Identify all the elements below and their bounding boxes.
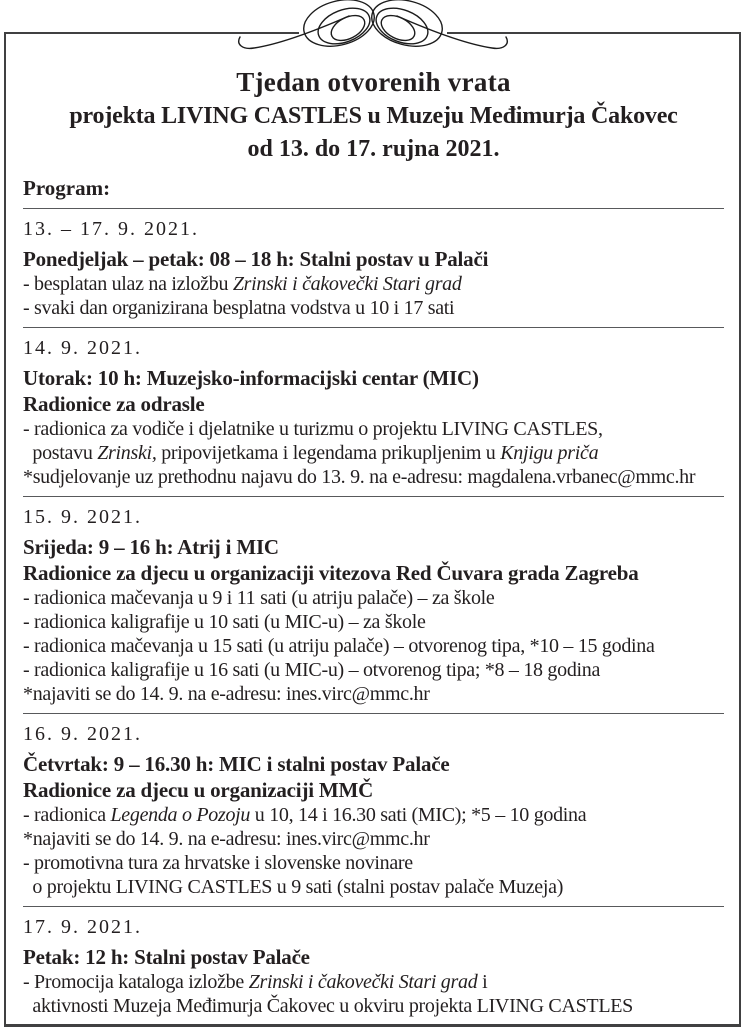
section-heading: Petak: 12 h: Stalni postav Palače	[23, 945, 310, 969]
plain-text: - Promocija kataloga izložbe	[23, 971, 249, 993]
plain-text: *najaviti se do 14. 9. na e-adresu: ines.virc@mmc.hr	[23, 828, 430, 850]
plain-text: - radionica mačevanja u 9 i 11 sati (u atriju palače) – za škole	[23, 587, 495, 609]
plain-text: postavu	[23, 442, 98, 464]
program-line	[23, 803, 724, 827]
section-divider	[23, 713, 724, 714]
section-date: 13. – 17. 9. 2021.	[23, 218, 199, 240]
section-date: 16. 9. 2021.	[23, 723, 142, 745]
page-date-range: od 13. do 17. rujna 2021.	[247, 136, 500, 162]
plain-text: - radionica mačevanja u 15 sati (u atriju palače) – otvorenog tipa, *10 – 15 godina	[23, 635, 655, 657]
program-sections	[23, 208, 724, 1018]
program-line	[23, 970, 724, 994]
section-heading: Radionice za djecu u organizaciji vitezova Red Čuvara grada Zagreba	[23, 561, 639, 585]
section-heading: Srijeda: 9 – 16 h: Atrij i MIC	[23, 535, 279, 559]
section-heading: Utorak: 10 h: Muzejsko-informacijski centar (MIC)	[23, 366, 479, 390]
plain-text: - radionica kaligrafije u 16 sati (u MIC-u) – otvorenog tipa; *8 – 18 godina	[23, 659, 601, 681]
section-divider	[23, 496, 724, 497]
section-date: 17. 9. 2021.	[23, 916, 142, 938]
program-section	[23, 906, 724, 1018]
plain-text: u 10, 14 i 16.30 sati (MIC); *5 – 10 godina	[250, 804, 587, 826]
program-line	[23, 827, 724, 851]
plain-text: o projektu LIVING CASTLES u 9 sati (stalni postav palače Muzeja)	[23, 876, 564, 898]
italic-text: Zrinski i čakovečki Stari grad	[248, 971, 478, 993]
program-line	[23, 417, 724, 441]
page-title: Tjedan otvorenih vrata	[236, 67, 511, 97]
section-date: 14. 9. 2021.	[23, 337, 142, 359]
plain-text: - besplatan ulaz na izložbu	[23, 273, 233, 295]
program-line	[23, 272, 724, 296]
plain-text: - radionica za vodiče i djelatnike u turizmu o projektu LIVING CASTLES,	[23, 418, 603, 440]
program-line	[23, 610, 724, 634]
plain-text: - promotivna tura za hrvatske i slovenske novinare	[23, 852, 413, 874]
plain-text: *najaviti se do 14. 9. na e-adresu: ines.virc@mmc.hr	[23, 683, 430, 705]
section-heading: Ponedjeljak – petak: 08 – 18 h: Stalni postav u Palači	[23, 247, 489, 271]
section-heading: Radionice za odrasle	[23, 392, 205, 416]
program-line	[23, 296, 724, 320]
program-line	[23, 682, 724, 706]
plain-text: - radionica kaligrafije u 10 sati (u MIC-u) – za škole	[23, 611, 426, 633]
program-section	[23, 496, 724, 706]
italic-text: Zrinski i čakovečki Stari grad	[232, 273, 462, 295]
program-section	[23, 208, 724, 320]
italic-text: Knjigu priča	[500, 442, 599, 464]
italic-text: Legenda o Pozoju	[110, 804, 251, 826]
program-line	[23, 994, 724, 1018]
plain-text: - svaki dan organizirana besplatna vodstva u 10 i 17 sati	[23, 297, 455, 319]
plain-text: - radionica	[23, 804, 111, 826]
section-divider	[23, 906, 724, 907]
plain-text: *sudjelovanje uz prethodnu najavu do 13. 9. na e-adresu: magdalena.vrbanec@mmc.hr	[23, 466, 696, 488]
section-heading: Radionice za djecu u organizaciji MMČ	[23, 778, 374, 802]
section-date: 15. 9. 2021.	[23, 506, 142, 528]
program-line	[23, 875, 724, 899]
plain-text: pripovijetkama i legendama prikupljenim u	[156, 442, 501, 464]
page-subtitle: projekta LIVING CASTLES u Muzeju Međimurja Čakovec	[69, 103, 678, 129]
section-heading: Četvrtak: 9 – 16.30 h: MIC i stalni postav Palače	[23, 752, 450, 776]
program-line	[23, 634, 724, 658]
plain-text: aktivnosti Muzeja Međimurja Čakovec u okviru projekta LIVING CASTLES	[23, 995, 633, 1017]
content-frame	[4, 32, 741, 1027]
program-line	[23, 465, 724, 489]
program-line	[23, 658, 724, 682]
program-section	[23, 327, 724, 489]
plain-text: i	[477, 971, 488, 993]
program-line	[23, 586, 724, 610]
program-section	[23, 713, 724, 899]
section-divider	[23, 208, 724, 209]
calligraphic-flourish-icon	[235, 0, 511, 57]
italic-text: Zrinski,	[97, 442, 157, 464]
program-line	[23, 441, 724, 465]
program-line	[23, 851, 724, 875]
section-divider	[23, 327, 724, 328]
program-label: Program:	[23, 176, 111, 200]
